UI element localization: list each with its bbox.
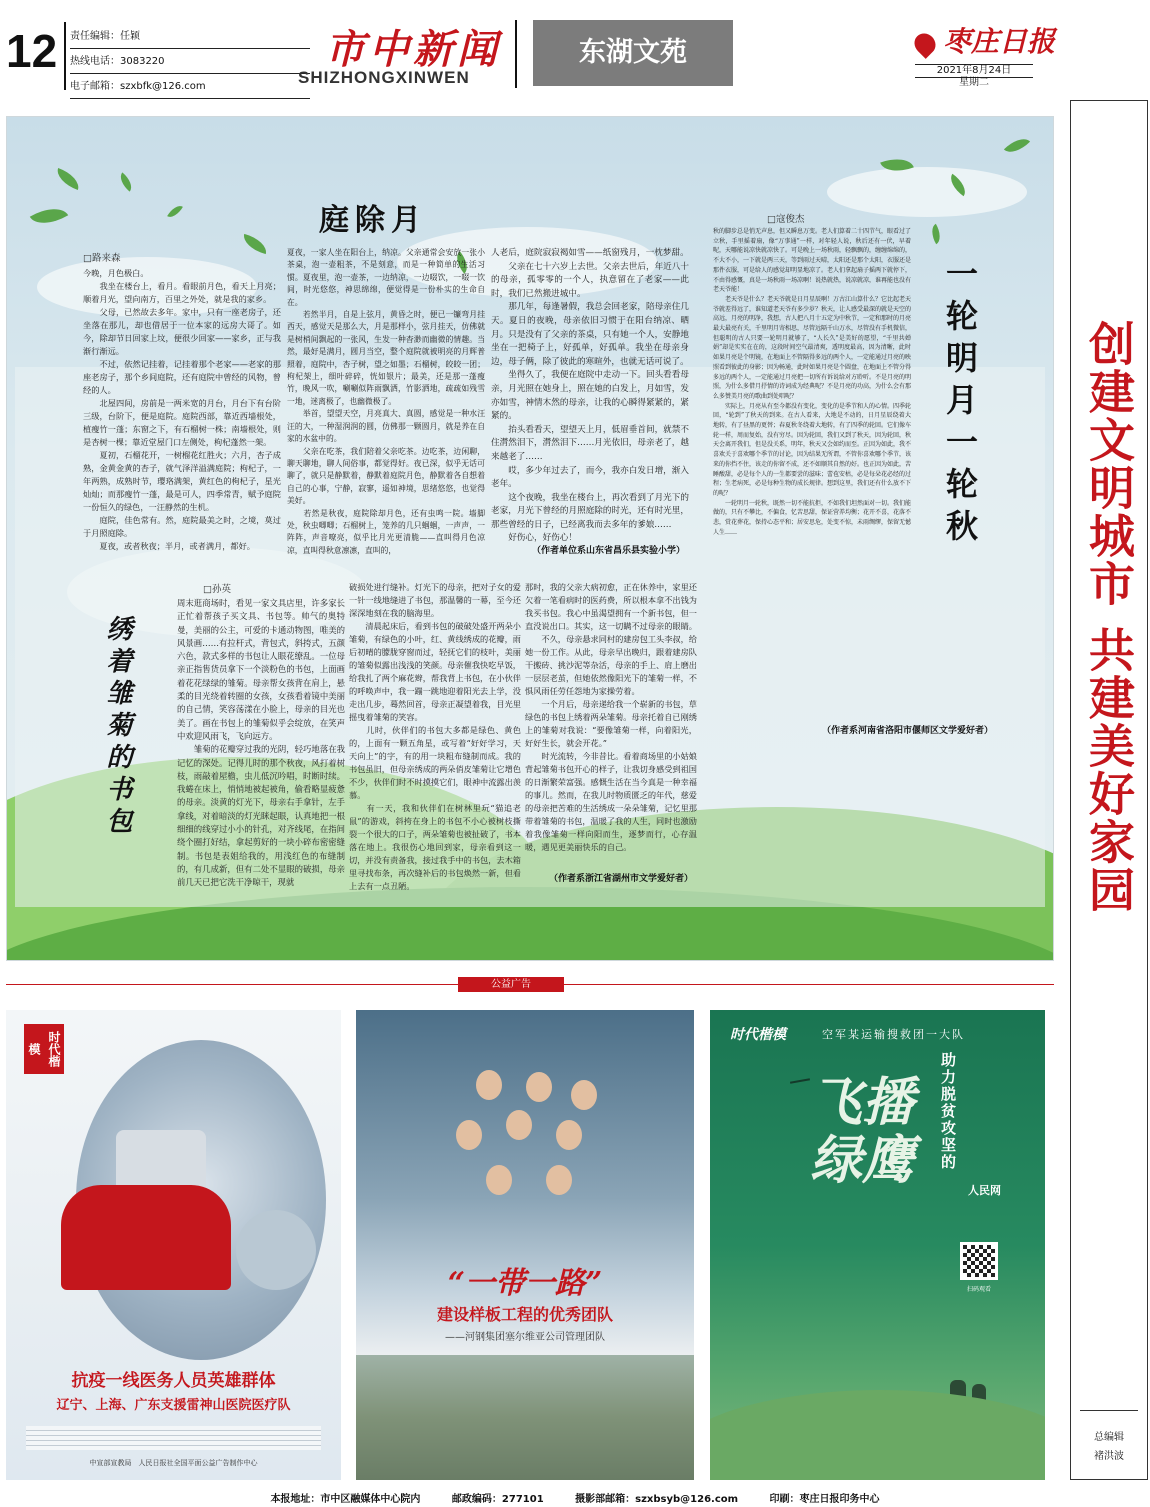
leaf-icon (1004, 132, 1030, 158)
author-affiliation: （作者单位系山东省昌乐县实验小学） (532, 546, 686, 556)
face (456, 1120, 482, 1150)
newspaper-name: 枣庄日报 (943, 25, 1056, 58)
issue-weekday: 星期二 (959, 77, 989, 88)
poster-flying-green-eagle (710, 1010, 1045, 1480)
footer-photo-email: 摄影部邮箱：szxbsyb@126.com (575, 1494, 739, 1505)
footer-postcode: 邮政编码：277101 (451, 1494, 544, 1505)
footer-printer: 印刷：枣庄日报印务中心 (769, 1494, 880, 1505)
face (526, 1072, 552, 1102)
cloud-decoration (827, 167, 1027, 217)
hotline: 热线电话：3083220 (70, 49, 310, 74)
article-column: 秋的脚步总是悄无声息，但又瞬息万变。老人们算着二十四节气，眼看过了立秋，手里摇着扇，像“万事通”一样，对年轻人说，秋后还有一伏，早着呢，天哪能说凉快就凉快了。可是晚上一场秋雨，轻飘飘的，缠缠绵绵的，不大不小，一下就是两三天，等到雨过天晴，太阳还是那个太阳，衣服还是那件衣服，可是给人的感觉却明显地凉了。老人们拿起扇子摇两下就停下，不由得感慨，真是一场秋雨一场凉啊！说热就热，说凉就凉，谁再能也没有老天爷能！ 老天爷是什么？老天爷就是日月星辰啊！万古江山算什么？它比起老天爷就差得远了，谁知道老天爷有多少岁？秋天，让人感受最深的就是天空的高远，月亮的明净，我想，古人把八月十五定为中秋节，一定和那时的月亮最大最亮有关，千里明月寄相思，尽管远隔千山万水，尽管没有手机微信，但聪明的古人只要一轮明月就够了，“人长久”是美好的愿望，“千里共婵娟”却是实实在在的，这段时间空气最清爽，透明度最高，因为清晰，此时如果月亮是个明镜，在地面上不管隔得多远的两个人，一定能通过月亮的映照看到彼此的身影；因为畅通，此时如果月亮是个圆盘，在地面上不管分得多远的两个人，一定能通过月亮把一切所有诉说给对方聆听。不是月亮的明照，为什么多借月抒情的诗词成为经典呢？不是月亮的功高，为什么会有那么多赞美月亮的歌曲到处唱呢？ 实际上，月亮从有至今都没有变化，变化的是季节和人的心情。四季轮回，“轮到”了秋天的到来。在古人看来，大地是不动的，日月星辰绕着大地转，有了昼黑的更替；春夏秋冬绕着大地转，有了四季的轮回。它们像车轮一样，周而复始，没有穷尽。因为轮回，我们又到了秋天，因为轮回，秋天会离开我们，但是没关系，明年，秋天又会如约而至。正因为如此，我不喜欢关于喜欢哪个季节的讨论，因为结果无所谓，不管你喜欢哪个季节，该来的你挡不住，该走的你留不成，还不如顺其自然的好。也正因为如此，苦睡酸甜，必是每个人的一生都要尝的滋味；蕾苞安枯，必是每朵花必经的过程；生老病死，必是每种生物的成长规律。想到这里，我们还有什么放不下的呢？ 一轮明月一轮秋，既然一切不能抗拒，不如我们坦然面对一切。我们能做的，只有不攀比，不偏食，忆苦思甜，保证营养均衡；花开不喜，花落不悲，赏花葬花，保持心态平和；居安思危，处变不惊，未雨绸缪，保留无憾人生…… (713, 228, 912, 536)
article-column: 夏夜，一家人坐在阳台上，纳凉。父亲通常会安放一张小茶桌，泡一壶粗茶，不是刻意，而是一种简单的生活习惯。夏夜里，泡一壶茶，一边纳凉，一边啜饮，一啜一饮间，时光悠悠，神思绵绵，便觉得是一份朴实的生命自在。 若然半月，自是上弦月，黄昏之时，便已一镰弯月挂西天，感觉天是那么大，月是那样小，弦月挂天，仿佛就是树梢间飘起的一张风，生发一种杳渺而幽微的情趣。当然，最好是满月，圆月当空，整个庭院就被明亮的月辉普照着，庭院中，杏子树，望之如墨；石榴树，皎皎一团；枸杞架上，细叶碎碎，恍如银片；最美，还是那一蓬瘦竹，晚风一吹，唰唰似阵雨飘洒，竹影洒地，疏疏如残雪一地，迷离极了，也幽微极了。 举首，望望天空，月亮真大、真圆，感觉是一种水汪汪的大，一种湿润润的圆，仿佛那一颗圆月，就是养在自家的水盆中的。 父亲在吃茶，我们陪着父亲吃茶。边吃茶，边闲聊，聊天聊地，聊人间俗事，都觉得好。夜已深，似乎无话可聊了，就只是静默着，静默着庭院月色，静默着各自想着自己的心事，宁静，寂寥，遥如神境，思绪悠悠，也觉得美好。 若然是秋夜，庭院除却月色，还有虫鸣一院。墙脚处，秋虫唧唧；石榴树上，笼养的几只蝈蝈，一声声，一阵阵，声音嘹亮，似乎比月光更清脆——直叫得月色凉凉，直叫得秋意凛凛，直叫的， (287, 248, 485, 555)
leaf-icon (167, 202, 183, 220)
airplane-icon (790, 1078, 810, 1083)
article-title-tingchuyue: 庭除月 (319, 203, 427, 238)
email: 电子邮箱：szxbfk@126.com (70, 74, 310, 99)
article-column: 今晚，月色极白。 我坐在楼台上，看月。看眼前月色，看天上月亮；顺着月光，望向南方，百里之外处，就是我的家乡。 父母，已然故去多年。家中，只有一座老房子，还坐落在那儿，却也借居于一位本家的远房大哥了。如今，除却节日回家上坟，便很少回家——家乡，正与我渐行渐远。 不过，依然记挂着，记挂着那个老家——老家的那座老房子，那个乡间庭院，还有庭院中曾经的风物，曾经的人。 北屋四间，房前是一两米宽的月台，月台下有台阶三级，台阶下，便是庭院。庭院西部，靠近西墙根处，植瘦竹一蓬；东窗之下，有石榴树一株；南墙根处，则是杏树一棵；靠近堂屋门口左侧处，枸杞蓬然一架。 夏初，石榴花开，一树榴花红胜火；六月，杏子成熟，金黄金黄的杏子，就气泽洋溢满庭院；枸杞子，一年两熟，成熟时节，璎珞满架，黄红色的枸杞子，星光灿灿；而那瘦竹一蓬，最是可人，四季常青，赋予庭院一份恒久的绿色，一汪静然的生机。 庭院，佳色常有。然，庭院最美之时，之境，莫过于月照庭除。 夏夜，或者秋夜；半月，或者满月，都好。 (83, 268, 281, 551)
poster-subtitle: 辽宁、上海、广东支援雷神山医院医疗队 (56, 1398, 291, 1413)
people-net-logo: 人民网 (968, 1184, 1001, 1197)
chief-editor-name: 褚洪波 (1094, 1451, 1124, 1462)
brand-pinyin: SHIZHONGXINWEN (298, 68, 470, 87)
leaf-icon (927, 224, 945, 245)
sidebar-divider (1080, 1410, 1138, 1411)
section-title: 东湖文苑 (533, 20, 733, 86)
author-affiliation: （作者系河南省洛阳市偃师区文学爱好者） (822, 726, 994, 736)
page-footer (0, 1490, 1150, 1505)
leaf-icon (30, 200, 68, 233)
poster-unit: 空军某运输搜救团一大队 (822, 1028, 965, 1041)
medical-team-figures (61, 1185, 231, 1290)
photo-fragment (236, 1210, 316, 1290)
article-column: 那时，我的父亲大病初愈，正在休养中，家里还欠着一笔看病时的医药费，所以根本拿不出钱为我买书包。我心中虽渴望拥有一个新书包，但一直没说出口。其实，这一切瞒不过母亲的眼睛。 不久，母亲悬求同村的建房包工头李叔，给她一份工作。从此，母亲早出晚归，跟着建房队干搬砖、挑沙泥等杂活，母亲的手上、肩上磨出一层层老茧，但她依然像阳光下的雏菊一样，不惧风雨任劳任怨地为家操劳着。 一个月后，母亲递给我一个崭新的书包，草绿色的书包上绣着两朵雏菊。母亲托着自已刚绣上的雏菊对我说：“要像雏菊一样，向着阳光，好好生长，就会开花。” 时光流转，今非昔比。看着商场里的小姑娘背起雏菊书包开心的样子，让我切身感受到祖国的日渐繁荣富强。感慨生活在当今真是一种幸福的事儿。然而，在我儿时物质匮乏的年代，慈爱的母亲把苦难的生活绣成一朵朵雏菊，记忆里那带着雏菊的书包，温暖了我的人生，同时也激励着我像雏菊一样向阳而生，逐梦而行，心存温暖，遇见更美丽快乐的自己。 (525, 582, 697, 852)
face (506, 1110, 532, 1140)
leaf-icon (241, 234, 270, 254)
editor-info (70, 24, 310, 99)
poster-tagline: 助力脱贫攻坚的 (939, 1052, 957, 1171)
article-title-xiuzhechuju: 绣着雏菊的书包 (102, 615, 132, 839)
civic-slogan: 创建文明城市 共建美好家园 (1082, 320, 1136, 915)
issue-date: 2021年8月24日 (915, 64, 1033, 78)
poster-organization: ——河钢集团塞尔维亚公司管理团队 (445, 1332, 605, 1343)
era-model-badge: 时代楷模 (24, 1024, 64, 1074)
face (571, 1080, 597, 1110)
article-column: 周末逛商场时，看见一家文具店里，许多家长正忙着帮孩子买文具、书包等。帅气的奥特曼，美丽的公主，可爱的卡通动物图，唯美的风景画……有拉杆式，背包式，斜挎式，五颜六色，款式多样的书包让人眼花缭乱。一位母亲正指售货员拿下一个淡粉色的书包，上面画着花花绿绿的雏菊。母亲帮女孩背在肩上，悬柔的目光绕着转圈的女孩，女孩看着镜中美丽的自己情，笑容荡漾在小脸上，母亲的目光也美了。画在书包上的雏菊似乎会绽放，在笑声中欢迎风雨飞，飞向远方。 雏菊的花瓣穿过我的光阴，轻巧地落在我记忆的深处。记得儿时的那个秋夜，风打着树枝，雨敲着屋檐，虫儿低沉吟唱，时断时续。我蜷在床上，悄悄地被起被角，偷看略显疲惫的母亲。淡黄的灯光下，母亲右手拿针，左手拿线，对着暗淡的灯光眯起眼，认真地把一根细细的线穿过小小的针孔，对齐线尾，在指间绕个圈打好结，拿起剪好的一块小碎布密密缝制。书包是表姐给我的，用浅红色的布缝制的，有几成新，但有二处不显眼的破损，母亲前几天已把它洗干净晾干，现就 (177, 598, 345, 888)
poster-subtitle: 建设样板工程的优秀团队 (436, 1305, 613, 1324)
face (476, 1070, 502, 1100)
page-number: 12 (6, 25, 58, 77)
poster-credit: 中宣部宣教局 人民日报社全国平面公益广告制作中心 (89, 1459, 258, 1467)
article-byline: □孙英 (203, 584, 231, 595)
article-title-yilunmingyue: 一轮明月一轮秋 (941, 257, 979, 551)
face (546, 1165, 572, 1195)
header-divider (64, 22, 66, 90)
brand-logo: 市中新闻 (325, 26, 501, 73)
article-column: 人老后，庭院寂寂褐如雪——纸窗残月，一枕梦甜。 父亲在七十六岁上去世。父亲去世后，年近八十的母亲，孤零零的一个人，执意留在了老家——此时，我们已然搬进城中。 那几年，每逢暑假，我总会回老家，陪母亲住几天。夏日的夜晚，母亲依旧习惯于在阳台纳凉、晒月。只是没有了父亲的茶桌，只有她一个人，安静地坐在一把椅子上，好孤单，好孤单。我坐在母亲身边，母子俩，除了彼此的寒暄外，也就无话可说了。 坐得久了，我便在庭院中走动一下。回头看看母亲，月光照在她身上，照在她的白发上，月如雪，发亦如雪，神情木然的母亲，让我的心瞬得紧紧的，紧紧的。 抬头看看天，望望天上月，低眉垂首间，就禁不住潸然泪下，潸然泪下……月光依旧，母亲老了，越来越老了…… 哎，多少年过去了，而今，我亦白发日增，渐入老年。 这个夜晚，我坐在楼台上，再次看到了月光下的老家，月光下曾经的月照庭除的时光，还有时光里，那些曾经的日子，已经离我而去多年的爹娘…… 好伤心，好伤心！ (491, 248, 689, 544)
footer-address: 本报地址：市中区融媒体中心院内 (270, 1494, 421, 1505)
poster-fine-print (26, 1426, 321, 1450)
article-byline: □路来森 (83, 253, 121, 264)
article-column: 破损处进行缝补。灯光下的母亲，把对子女的爱一针一线地缝进了书包，那温馨的一幕，至今还深深地刻在我的脑海里。 清晨起床后，看到书包的破破处盛开两朵小雏菊，有绿色的小叶，红、黄线绣成的花瓣，雨后初晴的朦胧穿窗而过，轻抚它们的枝叶，美丽的雏菊似露出浅浅的笑颜。母亲催我快吃早饭，给我扎了两个麻花辫，帮我背上书包，在小伙伴的呼唤声中，我一蹦一跳地迎着阳光去上学，没走出几步，蓦然回首，母亲正凝望着我，目光里摇曳着雏菊的笑容。 儿时，伙伴们的书包大多都是绿色、黄色的，上面有一颗五角星，或写着“好好学习，天天向上”的字，有的用一块粗布缝制而成。我的书包虽旧，但母亲绣成的两朵俏皮雏菊让它增色不少，伙伴们时不时摸摸它们，眼神中流露出羡慕。 有一天，我和伙伴们在树林里玩“猫追老鼠”的游戏，斜挎在身上的书包不小心被树枝撕裂一个很大的口子，两朵雏菊也被扯破了，书本落在地上。我很伤心地回到家，母亲看到这一切，并没有责备我，接过我手中的书包，去木箱里寻找布条，再次缝补后的书包焕然一新，但看上去有一点丑陋。 (349, 582, 521, 891)
face (556, 1120, 582, 1150)
leaf-icon (116, 172, 136, 191)
newspaper-logo (915, 20, 1055, 60)
qr-code-icon (960, 1242, 998, 1280)
poster-title: 飞播绿鹰 (810, 1072, 915, 1191)
poster-title: “一带一路” (447, 1266, 603, 1301)
flame-icon (910, 29, 940, 59)
steel-plant-aerial-photo (356, 1355, 694, 1480)
hill-decoration (710, 1390, 1045, 1480)
qr-caption: 扫码观看 (966, 1286, 991, 1293)
era-model-badge: 时代楷模 (730, 1027, 786, 1043)
brand-divider (515, 20, 517, 88)
team-photo (446, 1070, 616, 1220)
responsible-editor: 责任编辑：任颖 (70, 24, 310, 49)
leaf-icon (53, 168, 82, 190)
poster-title: 抗疫一线医务人员英雄群体 (71, 1371, 276, 1391)
public-service-ad-label: 公益广告 (458, 977, 564, 992)
literature-panel (6, 116, 1054, 961)
author-affiliation: （作者系浙江省湖州市文学爱好者） (549, 874, 694, 884)
poster-belt-and-road (356, 1010, 694, 1480)
poster-medical-heroes (6, 1010, 341, 1480)
face (486, 1165, 512, 1195)
article-byline: □寇俊杰 (767, 214, 805, 225)
chief-editor-label: 总编辑 (1094, 1432, 1124, 1443)
